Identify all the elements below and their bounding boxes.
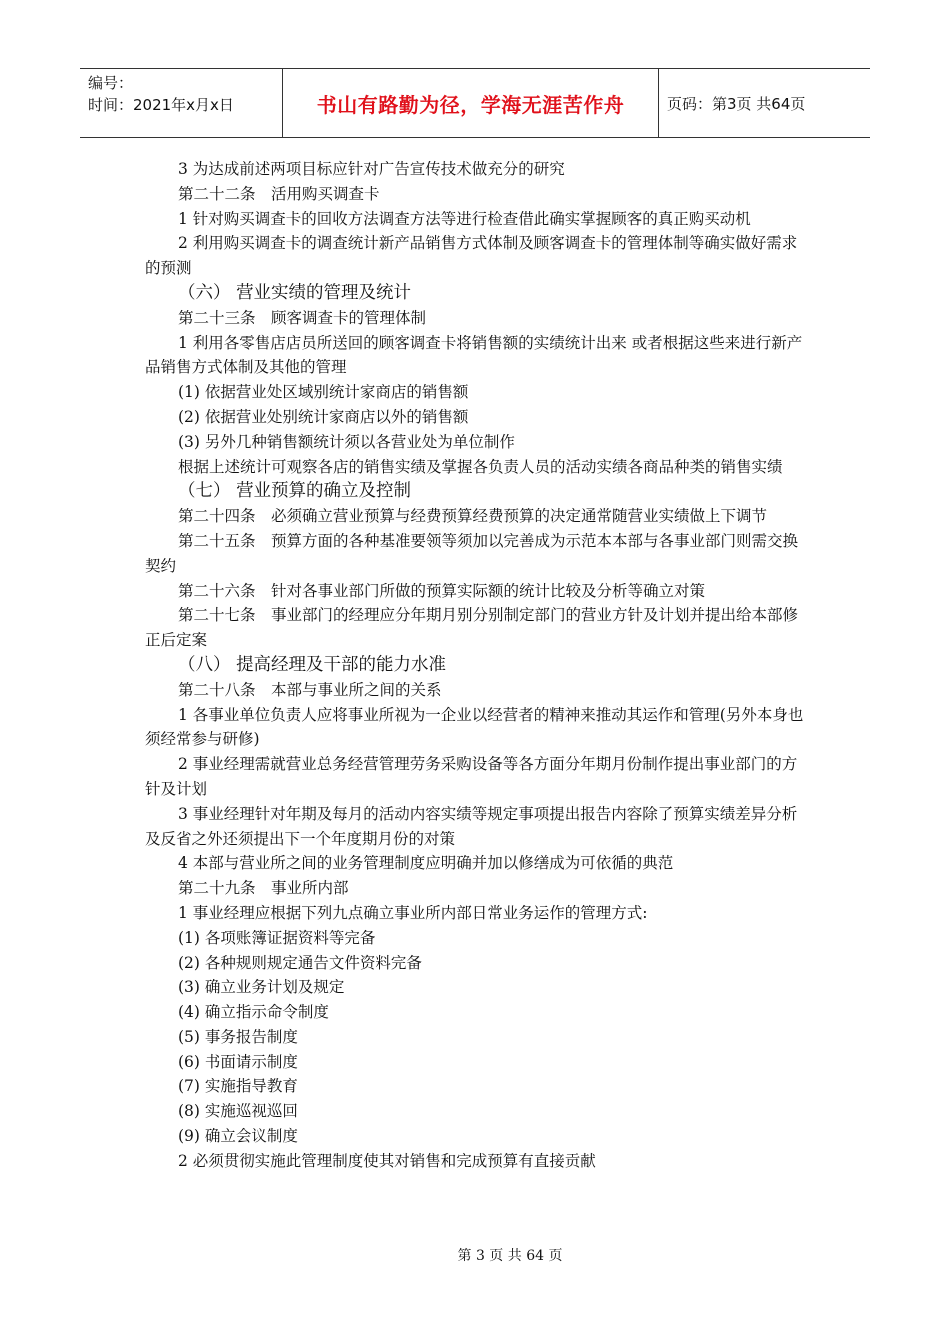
section-heading: （七） 营业预算的确立及控制 [178, 481, 412, 502]
paragraph: 1 针对购买调查卡的回收方法调查方法等进行检查借此确实掌握顾客的真正购买动机 [178, 209, 751, 228]
paragraph: 1 事业经理应根据下列九点确立事业所内部日常业务运作的管理方式: [178, 903, 648, 922]
number-label: 编号： [88, 74, 134, 92]
paragraph: (2) 依据营业处别统计家商店以外的销售额 [178, 407, 469, 426]
paragraph: 第二十二条 活用购买调查卡 [178, 184, 380, 203]
paragraph: 1 各事业单位负责人应将事业所视为一企业以经营者的精神来推动其运作和管理(另外本身也须经常参与研修) [145, 705, 804, 749]
paragraph: 2 必须贯彻实施此管理制度使其对销售和完成预算有直接贡献 [178, 1151, 596, 1170]
paragraph: 1 利用各零售店店员所送回的顾客调查卡将销售额的实绩统计出来 或者根据这些来进行新产品销售方式体制及其他的管理 [145, 333, 803, 377]
page-footer: 第 3 页 共 64 页 [457, 1248, 563, 1264]
time-label: 时间：2021年x月x日 [88, 96, 234, 114]
paragraph: 3 为达成前述两项目标应针对广告宣传技术做充分的研究 [178, 160, 565, 178]
paragraph: 第二十五条 预算方面的各种基准要领等须加以完善成为示范本本部与各事业部门则需交换契约 [145, 531, 799, 575]
paragraph: (1) 各项账簿证据资料等完备 [178, 928, 376, 947]
paragraph: 4 本部与营业所之间的业务管理制度应明确并加以修缮成为可依循的典范 [178, 854, 674, 873]
paragraph: 第二十六条 针对各事业部门所做的预算实际额的统计比较及分析等确立对策 [178, 581, 706, 600]
section-heading: （六） 营业实绩的管理及统计 [178, 282, 412, 303]
document-body [145, 157, 810, 1174]
paragraph: (2) 各种规则规定通告文件资料完备 [178, 953, 422, 972]
paragraph: 3 事业经理针对年期及每月的活动内容实绩等规定事项提出报告内容除了预算实绩差异分析及反省之外还须提出下一个年度期月份的对策 [145, 804, 798, 848]
paragraph: 第二十三条 顾客调查卡的管理体制 [178, 308, 427, 327]
paragraph: (3) 确立业务计划及规定 [178, 978, 345, 997]
paragraph: (5) 事务报告制度 [178, 1027, 298, 1046]
paragraph: 根据上述统计可观察各店的销售实绩及掌握各负责人员的活动实绩各商品种类的销售实绩 [178, 457, 783, 476]
paragraph: 第二十四条 必须确立营业预算与经费预算经费预算的决定通常随营业实绩做上下调节 [178, 507, 768, 526]
paragraph: (7) 实施指导教育 [178, 1077, 298, 1096]
paragraph: 第二十八条 本部与事业所之间的关系 [178, 680, 442, 699]
paragraph: (6) 书面请示制度 [178, 1052, 298, 1071]
paragraph: (8) 实施巡视巡回 [178, 1102, 298, 1121]
paragraph: 第二十九条 事业所内部 [178, 879, 349, 898]
paragraph: (3) 另外几种销售额统计须以各营业处为单位制作 [178, 432, 515, 451]
header-meta [80, 69, 283, 137]
paragraph: 2 事业经理需就营业总务经营管理劳务采购设备等各方面分年期月份制作提出事业部门的方针及计划 [145, 755, 798, 798]
page-header [80, 68, 870, 138]
header-motto: 书山有路勤为径，学海无涯苦作舟 [283, 69, 659, 137]
paragraph: 第二十七条 事业部门的经理应分年期月别分别制定部门的营业方针及计划并提出给本部修正后定案 [145, 606, 799, 650]
paragraph: (4) 确立指示命令制度 [178, 1003, 329, 1022]
paragraph: 2 利用购买调查卡的调查统计新产品销售方式体制及顾客调查卡的管理体制等确实做好需求的预测 [145, 234, 798, 278]
paragraph: (9) 确立会议制度 [178, 1127, 298, 1146]
section-heading: （八） 提高经理及干部的能力水准 [178, 654, 447, 675]
paragraph: (1) 依据营业处区域别统计家商店的销售额 [178, 383, 469, 402]
header-page-info: 页码：第3页 共64页 [667, 94, 806, 113]
